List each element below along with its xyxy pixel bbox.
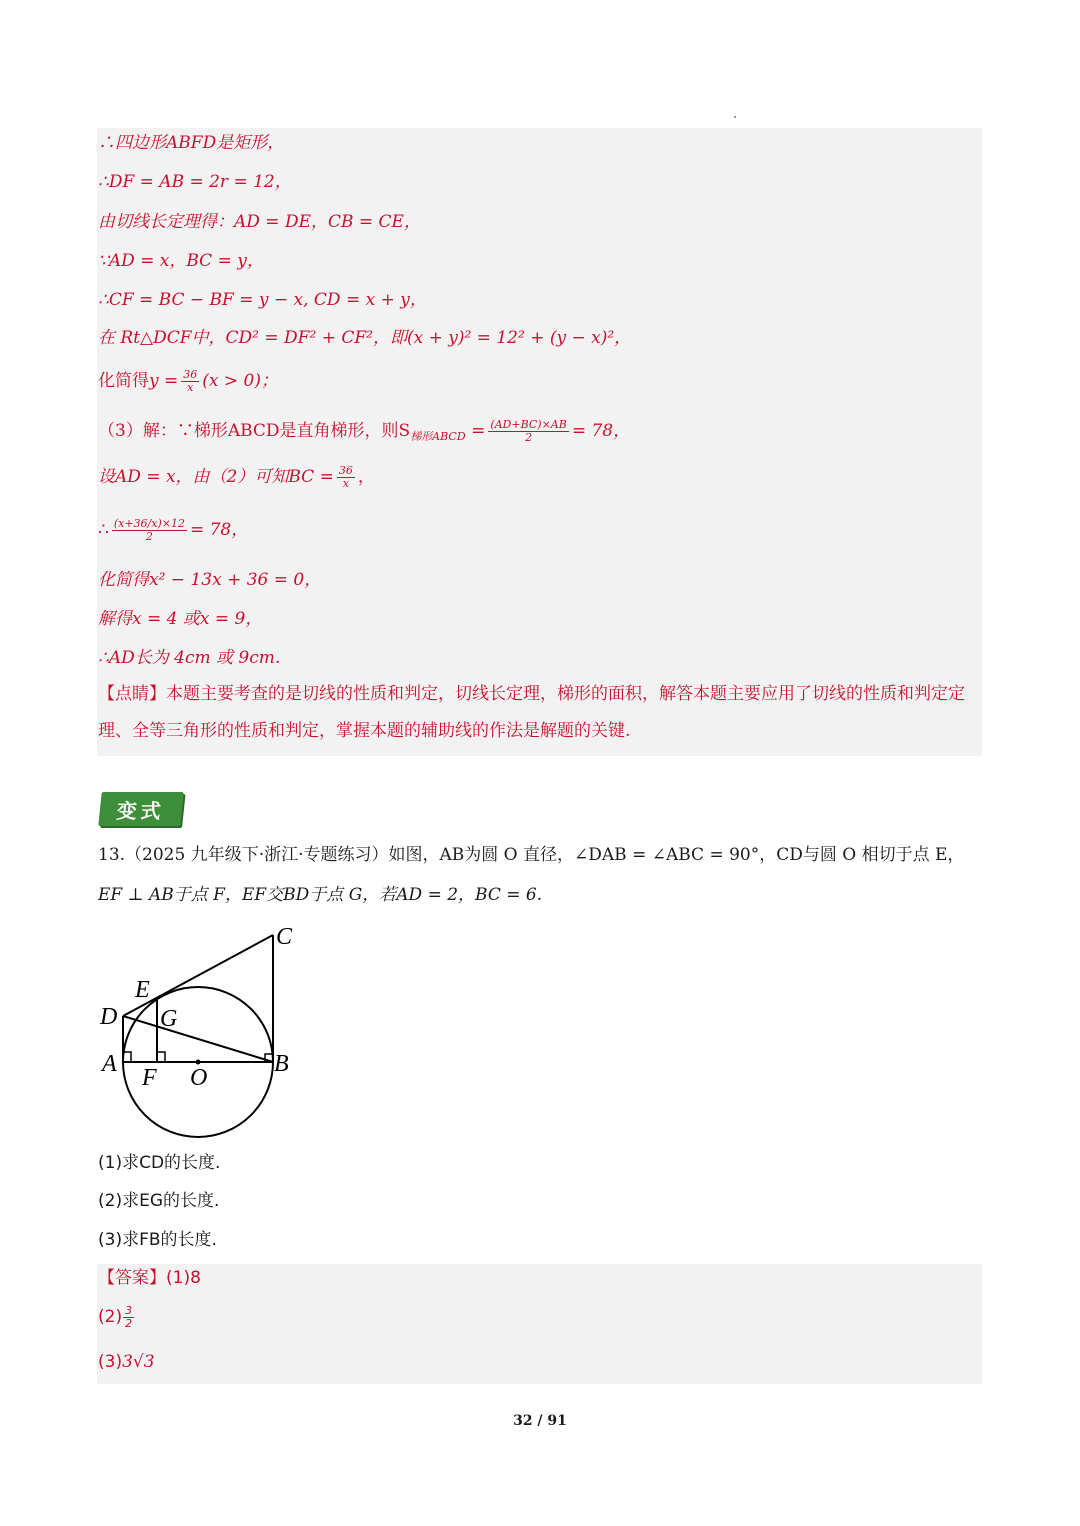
equation-fraction: $\frac{(x+36/x)\times 12}{2}$ (113, 517, 185, 543)
set-line: 设AD = x，由（2）可知BC = $\frac{36}{x}$ ， (98, 464, 375, 490)
question-line-1: 13.（2025 九年级下·浙江·专题练习）如图，AB为圆 O 直径，∠DAB = ∠ABC = 90°，CD与圆 O 相切于点 E， (98, 845, 965, 865)
center-o (196, 1060, 201, 1065)
right-angle-f (157, 1052, 165, 1062)
sub-question-2: (2)求EG的长度. (98, 1191, 220, 1211)
solution-line-3: 由切线长定理得：AD = DE，CB = CE， (98, 212, 421, 232)
conclusion-line: ∴AD长为 4cm 或 9cm. (98, 648, 281, 668)
part3-line: （3）解：∵梯形ABCD是直角梯形，则$S_{梯形ABCD}$ = $\frac{(AD+BC)\times AB}{2}$ = 78， (98, 418, 631, 444)
label-g: G (160, 1006, 178, 1032)
label-e: E (135, 977, 150, 1003)
label-b: B (274, 1051, 289, 1077)
simplify-line: 化简得y = $\frac{36}{x}$ (x > 0)； (98, 368, 278, 394)
label-a: A (102, 1051, 117, 1077)
page-number: 32 / 91 (513, 1413, 567, 1429)
fraction: $\frac{36}{x}$ (183, 368, 198, 394)
bc-fraction: $\frac{36}{x}$ (338, 464, 353, 490)
variant-badge: 变式 (98, 792, 184, 826)
geometry-figure (95, 918, 305, 1138)
roots-line: 解得x = 4 或x = 9， (98, 609, 263, 629)
solution-line-2: ∴DF = AB = 2r = 12， (98, 172, 292, 192)
quadratic-line: 化简得x² − 13x + 36 = 0， (98, 570, 322, 590)
answer-line-1: 【答案】(1)8 (98, 1268, 201, 1288)
label-f: F (142, 1065, 157, 1091)
solution-line-6: 在 Rt△DCF中，CD² = DF² + CF²，即(x + y)² = 12² + (y − x)²， (98, 328, 632, 348)
answer-box (97, 1264, 982, 1384)
tangent-cd (123, 935, 273, 1016)
area-fraction: $\frac{(AD+BC)\times AB}{2}$ (490, 418, 567, 444)
question-line-2: EF ⊥ AB于点 F，EF交BD于点 G，若AD = 2，BC = 6. (98, 885, 543, 905)
tip-paragraph: 【点睛】本题主要考查的是切线的性质和判定，切线长定理，梯形的面积，解答本题主要应用了切线的性质和判定定理、全等三角形的性质和判定，掌握本题的辅助线的作法是解题的关键. (98, 684, 965, 741)
segment-bd (123, 1016, 273, 1062)
answer-line-2: (2) $\frac{3}{2}$ (98, 1303, 133, 1330)
answer-label: 【答案】 (98, 1268, 166, 1288)
answer-fraction: $\frac{3}{2}$ (125, 1303, 133, 1330)
solution-line-4: ∵AD = x，BC = y， (98, 251, 264, 271)
answer-line-3: (3)3√3 (98, 1352, 155, 1372)
label-o: O (190, 1065, 208, 1091)
solution-line-1: ∴四边形ABFD是矩形， (98, 133, 285, 153)
solution-line-5: ∴CF = BC − BF = y − x, CD = x + y， (98, 290, 427, 310)
label-d: D (100, 1004, 118, 1030)
stray-dot (734, 116, 736, 118)
sub-question-3: (3)求FB的长度. (98, 1230, 217, 1250)
therefore-line: ∴ $\frac{(x+36/x)\times 12}{2}$ = 78， (98, 517, 249, 543)
sub-question-1: (1)求CD的长度. (98, 1153, 221, 1173)
label-c: C (276, 924, 293, 950)
